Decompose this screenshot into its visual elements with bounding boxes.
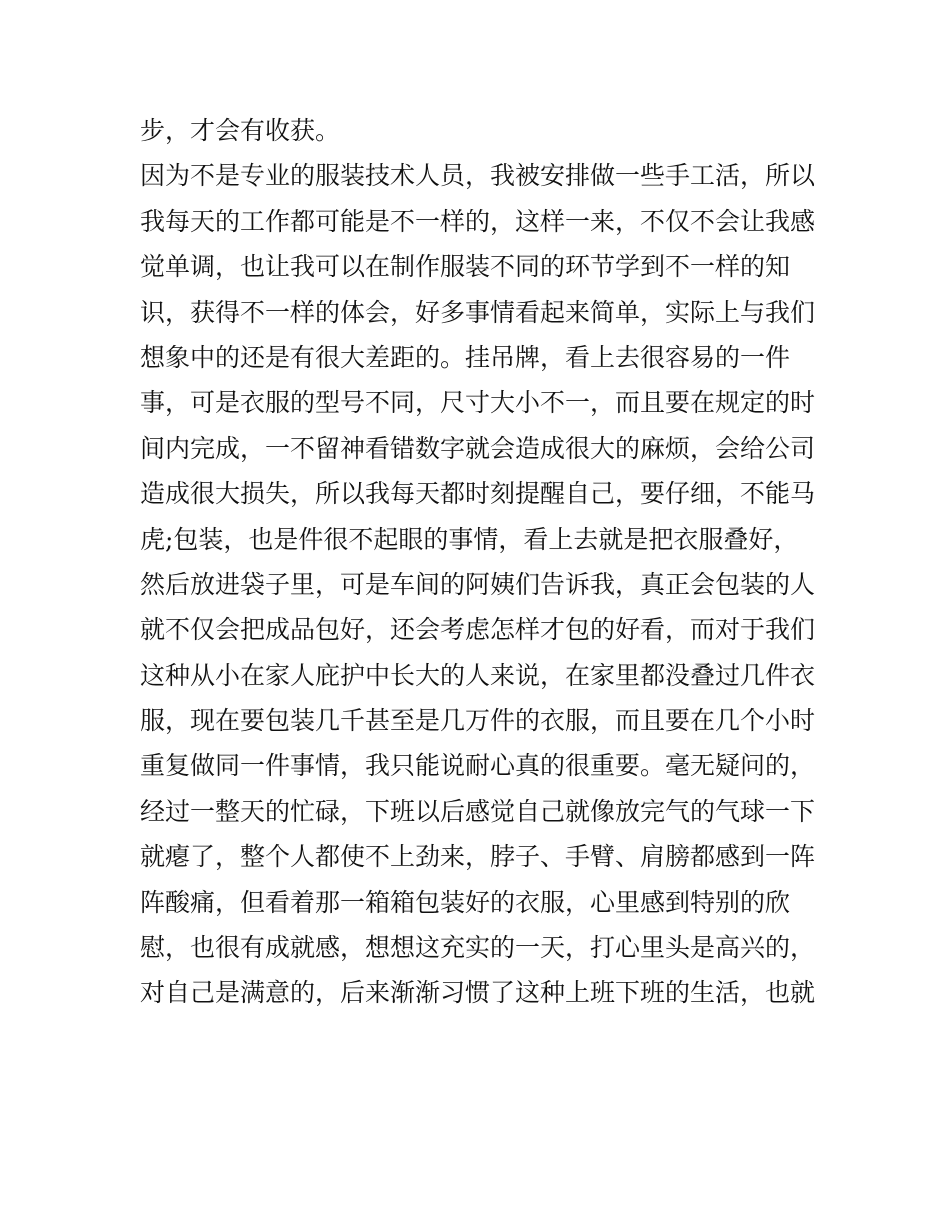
text-line: 服，现在要包装几千甚至是几万件的衣服，而且要在几个小时 xyxy=(140,706,816,736)
text-line: 识，获得不一样的体会，好多事情看起来简单，实际上与我们 xyxy=(140,297,816,327)
text-line: 重复做同一件事情，我只能说耐心真的很重要。毫无疑问的， xyxy=(140,751,816,781)
text-line: 我每天的工作都可能是不一样的，这样一来，不仅不会让我感 xyxy=(140,206,816,236)
text-line: 步，才会有收获。 xyxy=(140,116,341,145)
text-line: 事，可是衣服的型号不同，尺寸大小不一，而且要在规定的时 xyxy=(140,388,816,418)
text-line: 慰，也很有成就感，想想这充实的一天，打心里头是高兴的， xyxy=(140,933,816,963)
text-line: 间内完成，一不留神看错数字就会造成很大的麻烦，会给公司 xyxy=(140,433,816,463)
text-line: 虎;包装，也是件很不起眼的事情，看上去就是把衣服叠好， xyxy=(140,524,799,554)
text-line: 经过一整天的忙碌，下班以后感觉自己就像放完气的气球一下 xyxy=(140,796,816,826)
text-line: 这种从小在家人庇护中长大的人来说，在家里都没叠过几件衣 xyxy=(140,660,816,690)
text-line: 阵酸痛，但看着那一箱箱包装好的衣服，心里感到特别的欣 xyxy=(140,887,791,917)
text-line: 对自己是满意的，后来渐渐习惯了这种上班下班的生活，也就 xyxy=(140,978,816,1008)
text-line: 想象中的还是有很大差距的。挂吊牌，看上去很容易的一件 xyxy=(140,342,791,372)
text-line: 造成很大损失，所以我每天都时刻提醒自己，要仔细，不能马 xyxy=(140,479,816,509)
body-text xyxy=(140,108,820,1016)
text-line: 就不仅会把成品包好，还会考虑怎样才包的好看，而对于我们 xyxy=(140,615,816,645)
text-line: 就瘪了，整个人都使不上劲来，脖子、手臂、肩膀都感到一阵 xyxy=(140,842,816,872)
text-line: 因为不是专业的服装技术人员，我被安排做一些手工活，所以 xyxy=(140,161,816,191)
text-line: 觉单调，也让我可以在制作服装不同的环节学到不一样的知 xyxy=(140,252,791,282)
text-line: 然后放进袋子里，可是车间的阿姨们告诉我，真正会包装的人 xyxy=(140,569,816,599)
